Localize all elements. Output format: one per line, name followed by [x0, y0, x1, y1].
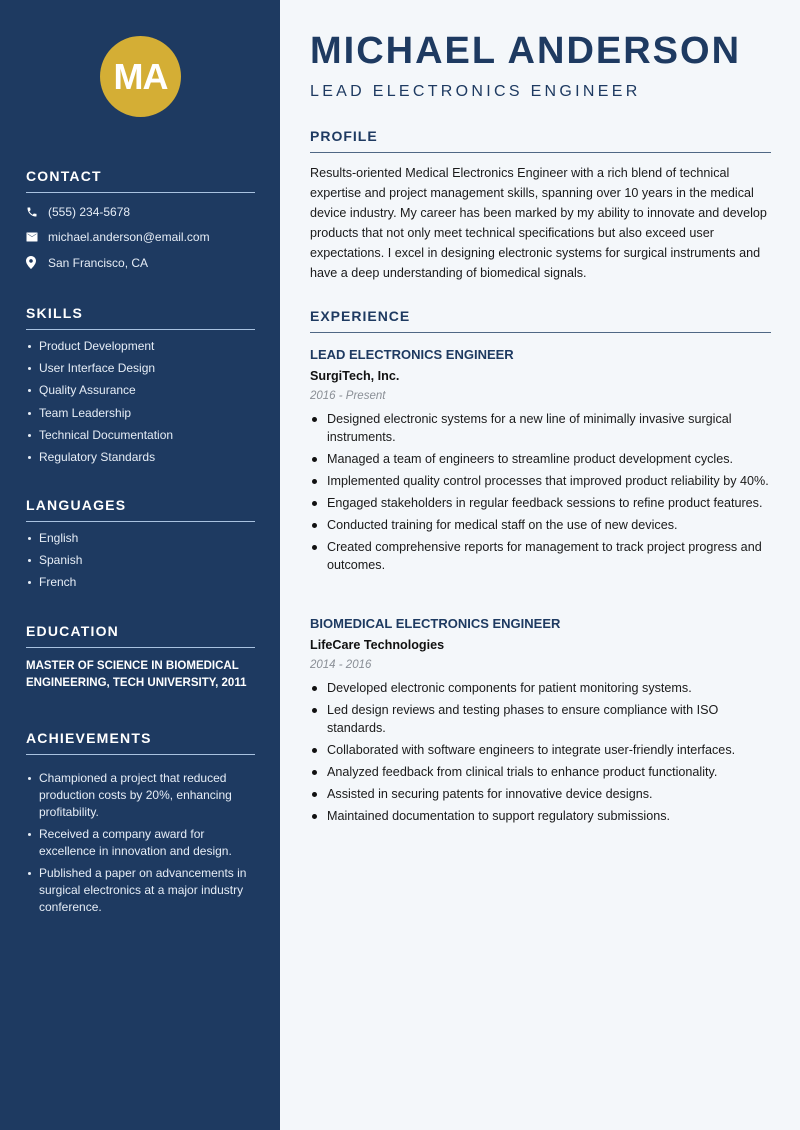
skills-list [26, 338, 255, 466]
contact-phone [26, 199, 255, 225]
contact-location-text: San Francisco, CA [48, 255, 149, 270]
job-bullet: Analyzed feedback from clinical trials to enhance product functionality. [310, 763, 771, 781]
achievement-item: Received a company award for excellence in innovation and design. [26, 826, 255, 860]
contact-email-text: michael.anderson@email.com [48, 230, 210, 245]
avatar [100, 36, 181, 117]
job-company: LifeCare Technologies [310, 638, 445, 652]
language-item: English [26, 530, 255, 547]
job-title: BIOMEDICAL ELECTRONICS ENGINEER [310, 616, 561, 631]
job-dates: 2014 - 2016 [310, 659, 372, 671]
phone-icon [26, 206, 48, 218]
job-bullet: Created comprehensive reports for management to track project progress and outcomes. [310, 538, 771, 574]
achievements-list [26, 770, 255, 916]
skill-item: Regulatory Standards [26, 449, 255, 466]
job-bullet: Led design reviews and testing phases to ensure compliance with ISO standards. [310, 701, 771, 737]
achievement-item: Championed a project that reduced production costs by 20%, enhancing profitability. [26, 770, 255, 821]
job-bullets [310, 679, 771, 825]
job-company: SurgiTech, Inc. [310, 369, 400, 383]
job-bullet: Engaged stakeholders in regular feedback sessions to refine product features. [310, 494, 771, 512]
contact-section [26, 168, 255, 276]
job-bullet: Conducted training for medical staff on the use of new devices. [310, 516, 771, 534]
skill-item: Team Leadership [26, 405, 255, 422]
skill-item: Product Development [26, 338, 255, 355]
job-bullet: Managed a team of engineers to streamline product development cycles. [310, 450, 771, 468]
job-bullet: Developed electronic components for patient monitoring systems. [310, 679, 771, 697]
skills-section [26, 305, 255, 471]
languages-section [26, 497, 255, 597]
sidebar [0, 0, 280, 1130]
skills-heading: SKILLS [26, 305, 255, 330]
email-icon [26, 232, 48, 242]
profile-text: Results-oriented Medical Electronics Engineer with a rich blend of technical expertise and project management skills, spanning over 10 years in the medical device industry. My career has been marked by my ability to innovate and develop products that not only meet technical specifications but also exceed user expectations. I excel in designing electronic systems for surgical instruments and have a deep understanding of biomedical signals. [310, 166, 767, 280]
profile-heading: PROFILE [310, 128, 771, 153]
job-bullet: Assisted in securing patents for innovative device designs. [310, 785, 771, 803]
job-bullet: Implemented quality control processes that improved product reliability by 40%. [310, 472, 771, 490]
achievements-heading: ACHIEVEMENTS [26, 730, 255, 755]
job-bullet: Maintained documentation to support regulatory submissions. [310, 807, 771, 825]
contact-email [26, 225, 255, 251]
job-dates: 2016 - Present [310, 390, 386, 402]
job-entry [310, 347, 771, 578]
language-item: French [26, 574, 255, 591]
job-bullet: Designed electronic systems for a new line of minimally invasive surgical instruments. [310, 410, 771, 446]
contact-heading: CONTACT [26, 168, 255, 193]
job-title: LEAD ELECTRONICS ENGINEER [310, 347, 514, 362]
skill-item: Quality Assurance [26, 382, 255, 399]
languages-list [26, 530, 255, 591]
skill-item: Technical Documentation [26, 427, 255, 444]
languages-heading: LANGUAGES [26, 497, 255, 522]
achievement-item: Published a paper on advancements in surgical electronics at a major industry conference. [26, 865, 255, 916]
experience-heading: EXPERIENCE [310, 308, 771, 333]
location-pin-icon [26, 256, 48, 269]
candidate-name: MICHAEL ANDERSON [310, 30, 742, 72]
contact-phone-text: (555) 234-5678 [48, 204, 131, 219]
education-section [26, 623, 255, 692]
job-bullet: Collaborated with software engineers to integrate user-friendly interfaces. [310, 741, 771, 759]
achievements-section [26, 730, 255, 921]
candidate-title: LEAD ELECTRONICS ENGINEER [310, 83, 641, 100]
language-item: Spanish [26, 552, 255, 569]
education-degree: MASTER OF SCIENCE IN BIOMEDICAL ENGINEERING, TECH UNIVERSITY, 2011 [26, 660, 247, 689]
skill-item: User Interface Design [26, 360, 255, 377]
contact-location [26, 250, 255, 276]
avatar-initials: MA [113, 55, 168, 97]
education-heading: EDUCATION [26, 623, 255, 648]
job-entry [310, 616, 771, 829]
job-bullets [310, 410, 771, 574]
